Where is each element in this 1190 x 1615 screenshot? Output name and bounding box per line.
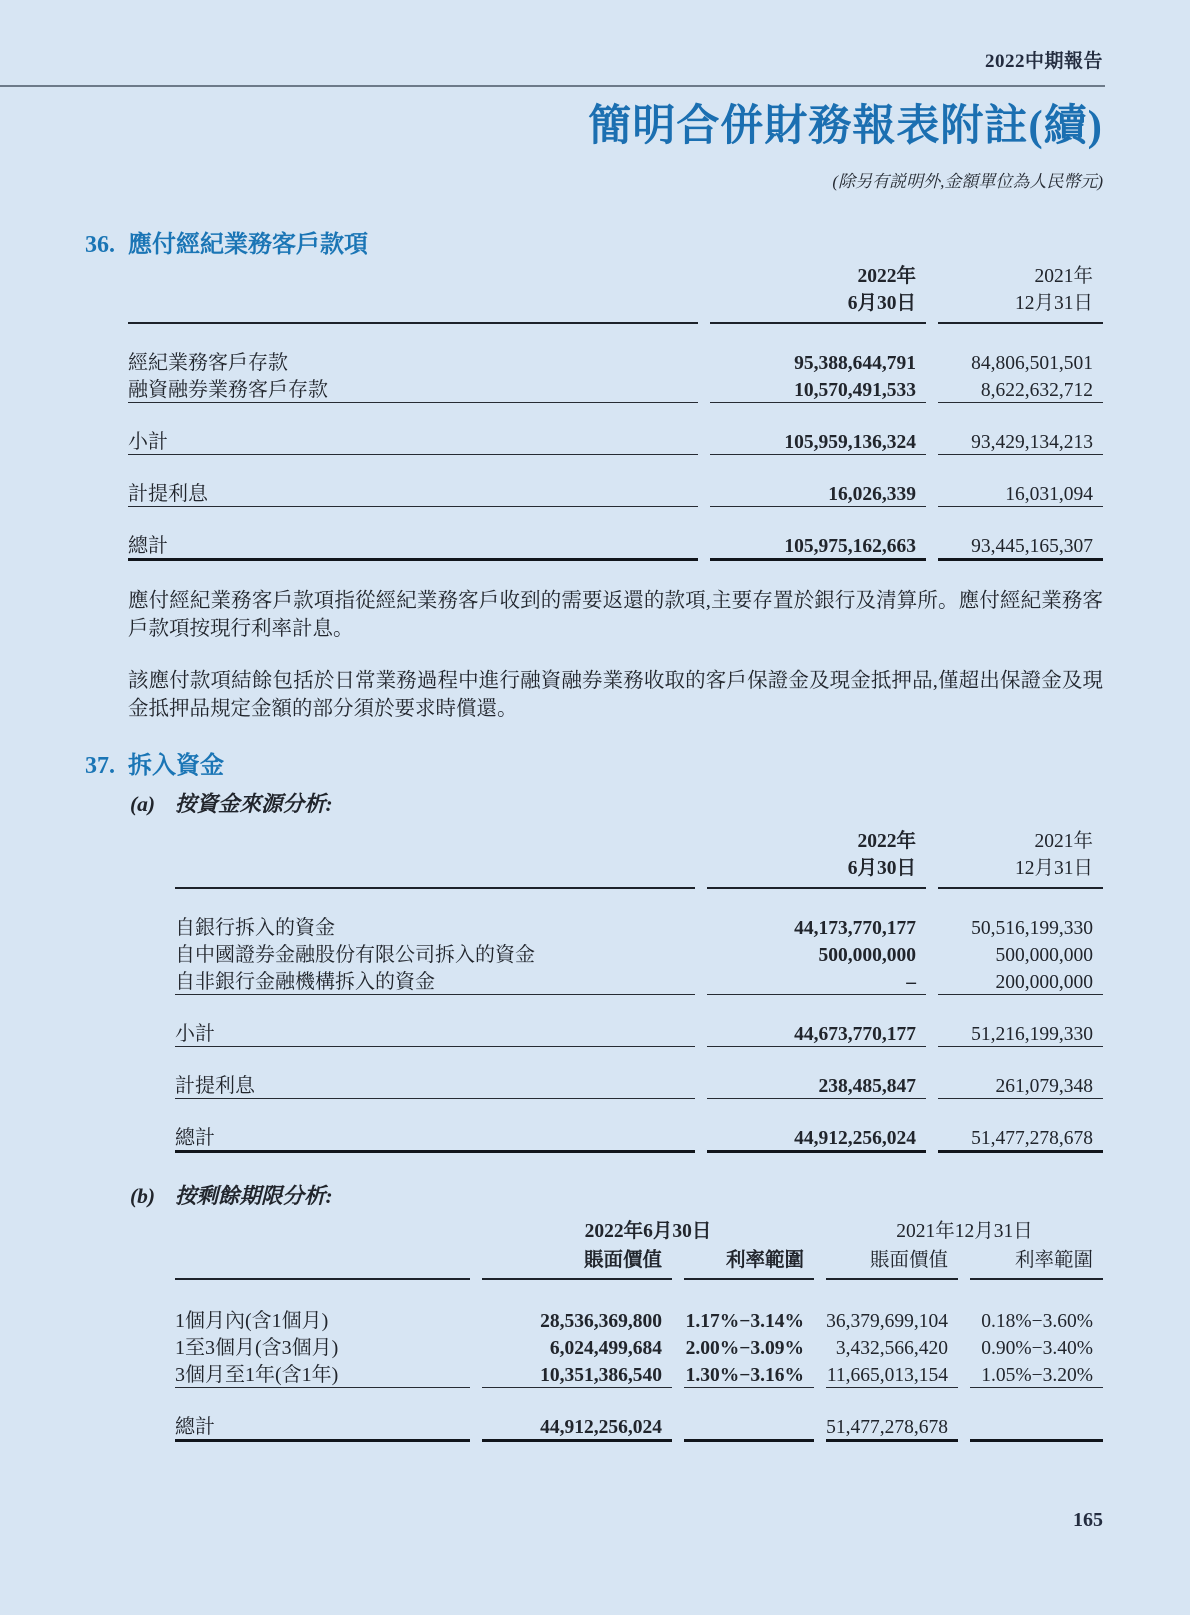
report-label: 2022中期報告 <box>984 51 1103 72</box>
subtotal-row: 小計 44,673,770,177 51,216,199,330 <box>175 1019 1103 1047</box>
table-row: 自非銀行金融機構拆入的資金 – 200,000,000 <box>175 967 1103 995</box>
section-36-paragraph-1: 應付經紀業務客戶款項指從經紀業務客戶收到的需要返還的款項,主要存置於銀行及清算所。應付經紀業務客戶款項按現行利率計息。 <box>128 590 1103 640</box>
total-row: 總計 44,912,256,024 51,477,278,678 <box>175 1123 1103 1153</box>
section-37a-table <box>163 826 1115 1153</box>
table-row: 自中國證券金融股份有限公司拆入的資金 500,000,000 500,000,000 <box>175 944 1093 966</box>
table-row: 自銀行拆入的資金 44,173,770,177 50,516,199,330 <box>175 917 1093 939</box>
col-header-2022: 2022年 6月30日 <box>710 261 926 324</box>
payables-to-brokerage-clients-table <box>128 261 1103 561</box>
col-header-carrying-2021: 賬面價值 <box>826 1245 958 1280</box>
group-header-row <box>175 1218 1103 1245</box>
section-37-title: 拆入資金 <box>128 753 224 779</box>
section-37a-label: (a) <box>130 792 156 816</box>
col-header-2021: 2021年 12月31日 <box>938 261 1103 324</box>
table-row: 經紀業務客戶存款 95,388,644,791 84,806,501,501 <box>128 352 1093 374</box>
section-37b-table <box>163 1218 1115 1442</box>
group-header-2021: 2021年12月31日 <box>896 1221 1033 1242</box>
section-37a-heading <box>130 791 1103 818</box>
section-36-table <box>116 261 1115 561</box>
section-37-number: 37. <box>85 753 115 779</box>
table-header-row <box>128 261 1103 324</box>
header-divider <box>0 85 1105 87</box>
subtotal-row: 小計 105,959,136,324 93,429,134,213 <box>128 427 1103 455</box>
section-36-number: 36. <box>85 232 115 258</box>
section-37b-label: (b) <box>130 1184 156 1208</box>
section-37b-title: 按剩餘期限分析: <box>175 1184 333 1208</box>
col-header-rate-2022: 利率範圍 <box>684 1245 814 1280</box>
page-subtitle: (除另有説明外,金額單位為人民幣元) <box>832 172 1103 191</box>
total-row: 總計 44,912,256,024 51,477,278,678 <box>175 1412 1103 1442</box>
total-row: 總計 105,975,162,663 93,445,165,307 <box>128 531 1103 561</box>
section-36-title: 應付經紀業務客戶款項 <box>128 232 368 258</box>
table-header-row <box>175 826 1103 889</box>
table-row: 1至3個月(含3個月) 6,024,499,684 2.00%−3.09% 3,432,566,420 0.90%−3.40% <box>175 1337 1094 1359</box>
borrowings-by-source-table <box>175 826 1103 1153</box>
section-37b-heading <box>130 1183 1103 1210</box>
section-37-heading <box>85 751 1103 782</box>
col-header-carrying-2022: 賬面價值 <box>482 1245 672 1280</box>
borrowings-by-maturity-table <box>175 1218 1103 1442</box>
col-header-2021: 2021年 12月31日 <box>938 826 1103 889</box>
table-row: 1個月內(含1個月) 28,536,369,800 1.17%−3.14% 36,379,699,104 0.18%−3.60% <box>175 1310 1094 1332</box>
page-title: 簡明合併財務報表附註(續) <box>588 103 1103 150</box>
group-header-2022: 2022年6月30日 <box>584 1221 712 1242</box>
col-header-2022: 2022年 6月30日 <box>707 826 926 889</box>
interest-row: 計提利息 16,026,339 16,031,094 <box>128 479 1103 507</box>
section-36-heading <box>85 230 1103 261</box>
col-header-rate-2021: 利率範圍 <box>970 1245 1103 1280</box>
interest-row: 計提利息 238,485,847 261,079,348 <box>175 1071 1103 1099</box>
page-number: 165 <box>1073 1509 1103 1531</box>
section-36-paragraph-2: 該應付款項結餘包括於日常業務過程中進行融資融券業務收取的客戶保證金及現金抵押品,僅超出保證金及現金抵押品規定金額的部分須於要求時償還。 <box>128 670 1103 720</box>
sub-header-row <box>175 1245 1103 1280</box>
section-37a-title: 按資金來源分析: <box>175 792 333 816</box>
table-row: 3個月至1年(含1年) 10,351,386,540 1.30%−3.16% 11,665,013,154 1.05%−3.20% <box>175 1360 1103 1388</box>
table-row: 融資融券業務客戶存款 10,570,491,533 8,622,632,712 <box>128 375 1103 403</box>
